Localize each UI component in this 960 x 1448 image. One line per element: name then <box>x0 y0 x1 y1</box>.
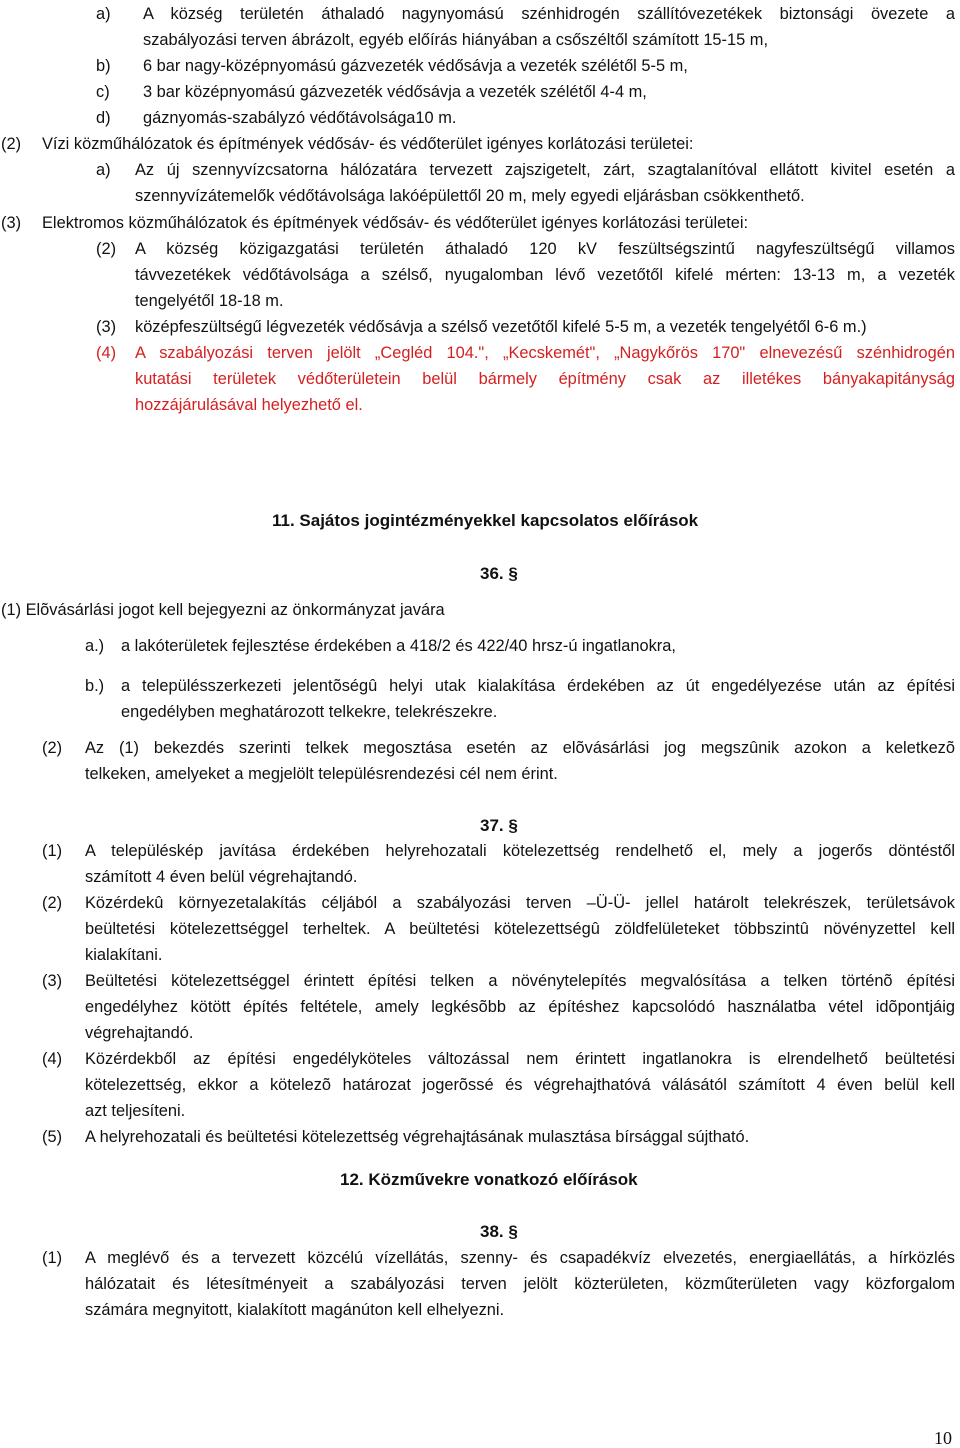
list-text-c: 3 bar középnyomású gázvezeték védősávja a vezeték szélétől 4-4 m, <box>143 83 647 101</box>
art37-1-line1: A településkép javítása érdekében helyrehozatali kötelezettség rendelhető el, mely a jogerős döntéstől <box>85 842 955 860</box>
p2-text: Vízi közműhálózatok és építmények védősáv- és védőterület igényes korlátozási területei: <box>42 135 694 153</box>
p3-item3-line3: hozzájárulásával helyezhető el. <box>135 396 363 414</box>
art38-heading: 38. § <box>480 1222 518 1241</box>
list-label-a: a) <box>96 5 111 23</box>
art36-p1: (1) Elõvásárlási jogot kell bejegyezni az önkormányzat javára <box>1 601 445 619</box>
p3-item2-line1: középfeszültségű légvezeték védősávja a szélső vezetőtől kifelé 5-5 m, a vezeték tengelyétől 6-6 m.) <box>135 318 867 336</box>
art36-b-label: b.) <box>85 677 105 695</box>
art37-1-line2: számított 4 éven belül végrehajtandó. <box>85 868 358 886</box>
art36-p2-line1: Az (1) bekezdés szerinti telkek megosztása esetén az elõvásárlási jog megszûnik azokon a keletkezõ <box>85 739 955 757</box>
list-text-a-line1: A község területén áthaladó nagynyomású szénhidrogén szállítóvezetékek biztonsági övezete a <box>143 5 955 23</box>
p3-item2-label: (3) <box>96 318 117 336</box>
art37-3-line2: engedélyhez kötött építés feltétele, amely legkésõbb az építéshez kapcsolódó használatba vétel idõpontjáig <box>85 998 955 1016</box>
art37-2-line2: beültetési kötelezettséggel terheltek. A beültetési kötelezettségû zöldfelületeket többszintû növényzettel kell <box>85 920 955 938</box>
art36-b-line2: engedélyben meghatározott telkekre, telekrészekre. <box>121 703 498 721</box>
p2-sub-line2: szennyvízátemelők védőtávolsága lakóépülettől 20 m, mely egyedi eljárásban csökkenthető. <box>135 187 805 205</box>
p3-item1-label: (2) <box>96 240 117 258</box>
list-text-d: gáznyomás-szabályzó védőtávolsága10 m. <box>143 109 457 127</box>
p3-label: (3) <box>1 214 22 232</box>
art37-4-label: (4) <box>42 1050 63 1068</box>
page-number: 10 <box>934 1428 952 1448</box>
art36-p2-label: (2) <box>42 739 63 757</box>
list-label-c: c) <box>96 83 110 101</box>
art37-2-line3: kialakítani. <box>85 946 163 964</box>
p3-item1-line3: tengelyétől 18-18 m. <box>135 292 284 310</box>
art37-5-line1: A helyrehozatali és beültetési kötelezettség végrehajtásának mulasztása bírsággal sújtható. <box>85 1128 750 1146</box>
art37-5-label: (5) <box>42 1128 63 1146</box>
p3-item3-line2: kutatási területek védőterületein belül bármely építmény csak az illetékes bányakapitányság <box>135 370 955 388</box>
art37-4-line2: kötelezettség, ekkor a kötelezõ határozat jogerõssé és végrehajthatóvá válásától számított 4 éven belül kell <box>85 1076 955 1094</box>
p2-sub-line1: Az új szennyvízcsatorna hálózatára tervezett zajszigetelt, zárt, szagtalanítóval ellátott kivitel esetén a <box>135 161 955 179</box>
art38-1-label: (1) <box>42 1249 63 1267</box>
section12-title: 12. Közművekre vonatkozó előírások <box>340 1170 638 1189</box>
art37-heading: 37. § <box>480 816 518 835</box>
list-label-d: d) <box>96 109 111 127</box>
list-label-b: b) <box>96 57 111 75</box>
art36-b-line1: a településszerkezeti jelentõségû helyi utak kialakítása érdekében az út engedélyezése után az építési <box>121 677 955 695</box>
art38-1-line1: A meglévő és a tervezett közcélú vízellátás, szenny- és csapadékvíz elvezetés, energiaellátás, a hírközlés <box>85 1249 955 1267</box>
art37-4-line3: azt teljesíteni. <box>85 1102 186 1120</box>
p3-item3-label: (4) <box>96 344 117 362</box>
art36-a-text: a lakóterületek fejlesztése érdekében a 418/2 és 422/40 hrsz-ú ingatlanokra, <box>121 637 676 655</box>
art37-3-line3: végrehajtandó. <box>85 1024 194 1042</box>
p3-item1-line1: A község közigazgatási területén áthaladó 120 kV feszültségszintű nagyfeszültségű villamos <box>135 240 955 258</box>
art36-p2-line2: telkeken, amelyeket a megjelölt településrendezési cél nem érint. <box>85 765 558 783</box>
art36-a-label: a.) <box>85 637 105 655</box>
list-text-b: 6 bar nagy-középnyomású gázvezeték védősávja a vezeték szélétől 5-5 m, <box>143 57 688 75</box>
art38-1-line2: hálózatait és létesítményeit a szabályozási terven jelölt közterületen, közműterületen vagy közforgalom <box>85 1275 955 1293</box>
art37-2-line1: Közérdekû környezetalakítás céljából a szabályozási terven –Ü-Ü- jellel határolt telekrészek, területsávok <box>85 894 955 912</box>
art37-2-label: (2) <box>42 894 63 912</box>
p3-text: Elektromos közműhálózatok és építmények védősáv- és védőterület igényes korlátozási területei: <box>42 214 749 232</box>
p2-label: (2) <box>1 135 22 153</box>
p3-item3-line1: A szabályozási terven jelölt „Cegléd 104.", „Kecskemét", „Nagykőrös 170" elnevezésű szénhidrogén <box>135 344 955 362</box>
section11-title: 11. Sajátos jogintézményekkel kapcsolatos előírások <box>272 511 699 530</box>
art37-3-line1: Beültetési kötelezettséggel érintett építési telken a növénytelepítés megvalósítása a telken történõ építési <box>85 972 955 990</box>
art36-heading: 36. § <box>480 564 518 583</box>
art38-1-line3: számára megnyitott, kialakított magánúton kell elhelyezni. <box>85 1301 505 1319</box>
art37-1-label: (1) <box>42 842 63 860</box>
p2-sub-label: a) <box>96 161 111 179</box>
list-text-a-line2: szabályozási terven ábrázolt, egyéb előírás hiányában a csőszéltől számított 15-15 m, <box>143 31 768 49</box>
p3-item1-line2: távvezetékek védőtávolsága a szélső, nyugalomban lévő vezetőtől kifelé mérten: 13-13 m, a vezeték <box>135 266 955 284</box>
art37-3-label: (3) <box>42 972 63 990</box>
art37-4-line1: Közérdekből az építési engedélyköteles változással nem érintett ingatlanokra is elrendelhető beültetési <box>85 1050 955 1068</box>
